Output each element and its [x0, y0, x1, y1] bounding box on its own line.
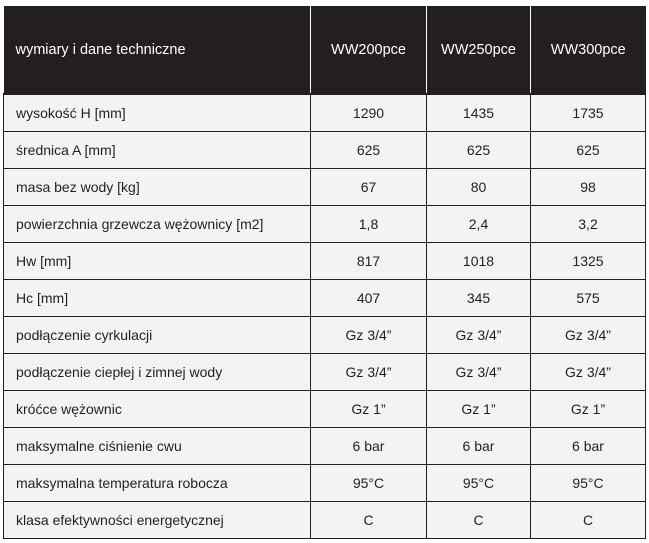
row-value: Gz 1” [531, 391, 646, 428]
row-value: Gz 1” [311, 391, 427, 428]
table-row [4, 169, 646, 206]
row-label: maksymalne ciśnienie cwu [4, 428, 311, 465]
row-value: 95°C [427, 465, 531, 502]
table-row [4, 94, 646, 132]
header-label-cell: wymiary i dane techniczne [4, 6, 311, 94]
row-value: 625 [531, 132, 646, 169]
row-value: 1,8 [311, 206, 427, 243]
row-label: Hw [mm] [4, 243, 311, 280]
row-label: wysokość H [mm] [4, 94, 311, 132]
row-value: 2,4 [427, 206, 531, 243]
header-model-ww200pce: WW200pce [311, 6, 427, 94]
row-value: 817 [311, 243, 427, 280]
row-value: Gz 1” [427, 391, 531, 428]
row-value: Gz 3/4” [427, 317, 531, 354]
row-value: 6 bar [531, 428, 646, 465]
header-model-ww300pce: WW300pce [531, 6, 646, 94]
row-value: Gz 3/4” [311, 354, 427, 391]
row-value: 1325 [531, 243, 646, 280]
row-value: 95°C [531, 465, 646, 502]
row-value: Gz 3/4” [531, 317, 646, 354]
row-label: króćce wężownic [4, 391, 311, 428]
row-value: 1735 [531, 94, 646, 132]
row-value: 67 [311, 169, 427, 206]
row-value: 3,2 [531, 206, 646, 243]
row-value: C [427, 502, 531, 539]
table-header [4, 6, 646, 94]
row-value: 95°C [311, 465, 427, 502]
row-label: podłączenie ciepłej i zimnej wody [4, 354, 311, 391]
row-value: Gz 3/4” [311, 317, 427, 354]
table-row [4, 206, 646, 243]
row-label: średnica A [mm] [4, 132, 311, 169]
row-value: C [531, 502, 646, 539]
header-row [4, 6, 646, 94]
row-value: 407 [311, 280, 427, 317]
technical-data-table [3, 6, 646, 539]
table-row [4, 280, 646, 317]
row-value: 575 [531, 280, 646, 317]
row-value: 80 [427, 169, 531, 206]
header-model-ww250pce: WW250pce [427, 6, 531, 94]
table-body [4, 94, 646, 539]
technical-data-table-container [3, 6, 645, 539]
row-value: 1435 [427, 94, 531, 132]
row-value: 345 [427, 280, 531, 317]
row-value: 6 bar [427, 428, 531, 465]
row-label: podłączenie cyrkulacji [4, 317, 311, 354]
row-value: Gz 3/4” [427, 354, 531, 391]
row-value: 6 bar [311, 428, 427, 465]
row-label: powierzchnia grzewcza wężownicy [m2] [4, 206, 311, 243]
row-label: maksymalna temperatura robocza [4, 465, 311, 502]
table-row [4, 391, 646, 428]
row-value: C [311, 502, 427, 539]
table-row [4, 428, 646, 465]
row-value: Gz 3/4” [531, 354, 646, 391]
table-row [4, 243, 646, 280]
table-row [4, 465, 646, 502]
row-value: 625 [427, 132, 531, 169]
table-row [4, 317, 646, 354]
table-row [4, 132, 646, 169]
table-row [4, 502, 646, 539]
row-value: 625 [311, 132, 427, 169]
row-value: 1018 [427, 243, 531, 280]
row-value: 98 [531, 169, 646, 206]
row-label: klasa efektywności energetycznej [4, 502, 311, 539]
table-row [4, 354, 646, 391]
row-label: masa bez wody [kg] [4, 169, 311, 206]
row-value: 1290 [311, 94, 427, 132]
row-label: Hc [mm] [4, 280, 311, 317]
